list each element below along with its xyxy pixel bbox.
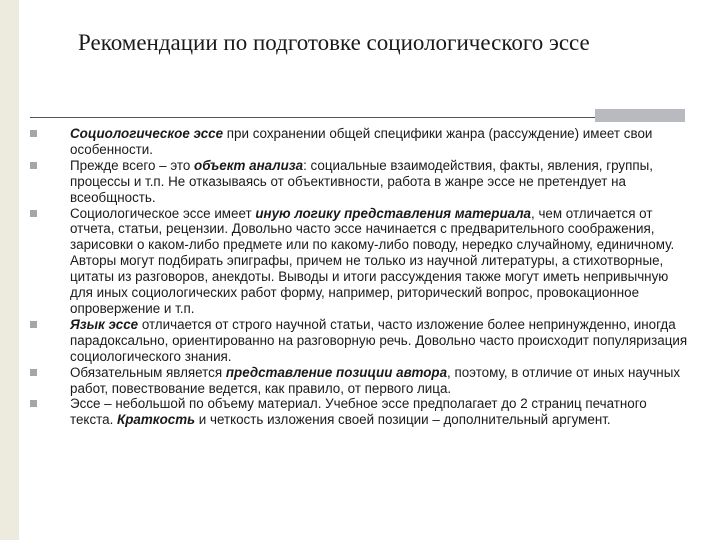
title-divider-line — [30, 117, 685, 118]
emphasis-text: Социологическое эссе — [70, 126, 224, 141]
left-decorative-band — [0, 0, 19, 540]
bullet-item-1 — [30, 126, 690, 158]
emphasis-text: иную логику представления материала — [255, 205, 532, 221]
bullet-item-4 — [30, 317, 690, 365]
emphasis-text: объект анализа — [194, 157, 304, 173]
square-bullet-icon — [30, 400, 37, 407]
plain-text: Прежде всего – это — [70, 157, 195, 173]
square-bullet-icon — [30, 162, 37, 169]
plain-text: Социологическое эссе имеет — [70, 205, 256, 221]
plain-text: , чем отличается от отчета, статьи, рецензии. Довольно часто эссе начинается с предварительного соображения, зарисовки о каком-либо предмете или по какому-либо поводу, нередко случайному, единичному. Авторы могут подбирать эпиграфы, причем не только из научной литературы, а стихотворные, цитаты из разговоров, анекдоты. Выводы и итоги рассуждения также могут иметь непривычную для иных социологических работ форму, например, риторический вопрос, провокационное опровержение и т.п. — [70, 205, 675, 316]
square-bullet-icon — [30, 321, 37, 328]
bullet-text — [70, 158, 690, 206]
emphasis-text: представление позиции автора — [225, 364, 448, 380]
bullet-list — [30, 126, 690, 428]
plain-text: Обязательным является — [70, 364, 226, 380]
emphasis-text: Краткость — [117, 412, 196, 428]
bullet-text — [70, 365, 690, 397]
plain-text: отличается от строго научной статьи, часто изложение более непринужденно, иногда парадоксально, ориентированно на разговорную речь. Довольно часто происходит популяризация социологического знания. — [70, 316, 688, 364]
bullet-text — [70, 317, 690, 365]
bullet-item-3 — [30, 206, 690, 317]
slide-title: Рекомендации по подготовке социологического эссе — [78, 30, 590, 55]
plain-text: : социальные взаимодействия, факты, явления, группы, процессы и т.п. Не отказываясь от объективности, работа в жанре эссе не претендует на всеобщность. — [70, 157, 653, 205]
bullet-item-6 — [30, 396, 690, 428]
bullet-text — [70, 206, 690, 317]
bullet-item-5 — [30, 365, 690, 397]
plain-text: , поэтому, в отличие от иных научных работ, повествование ведется, как правило, от первого лица. — [70, 364, 681, 396]
plain-text: и четкость изложения своей позиции – дополнительный аргумент. — [195, 412, 611, 428]
emphasis-text: Язык эссе — [70, 316, 139, 332]
square-bullet-icon — [30, 369, 37, 376]
bullet-item-2 — [30, 158, 690, 206]
plain-text: Эссе – небольшой по объему материал. Учебное эссе предполагает до 2 страниц печатного текста. — [70, 396, 647, 428]
title-divider-accent — [595, 109, 685, 122]
plain-text: при сохранении общей специфики жанра (рассуждение) имеет свои особенности. — [70, 126, 653, 157]
square-bullet-icon — [30, 210, 37, 217]
square-bullet-icon — [30, 130, 37, 137]
bullet-text — [70, 126, 690, 158]
bullet-text — [70, 396, 690, 428]
